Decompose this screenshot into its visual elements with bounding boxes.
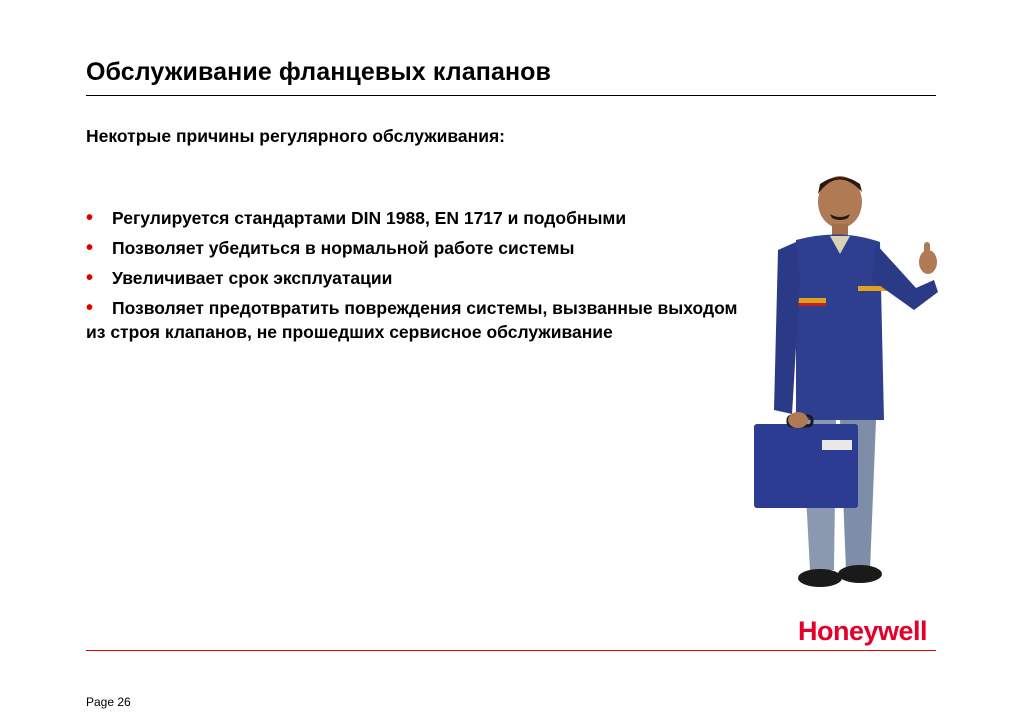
title-divider: [86, 95, 936, 96]
honeywell-logo: Honeywell: [798, 616, 928, 646]
bullet-item: [86, 206, 746, 230]
bullet-text: Позволяет предотвратить повреждения системы, вызванные выходом из строя клапанов, не прошедших сервисное обслуживание: [86, 298, 738, 342]
bullet-dot-icon: •: [86, 237, 94, 259]
bullet-dot-icon: •: [86, 267, 94, 289]
bullet-item: [86, 236, 746, 260]
bullet-text: Увеличивает срок эксплуатации: [112, 268, 393, 288]
footer-divider: [86, 650, 936, 651]
bullet-item: [86, 296, 746, 344]
page-number: Page 26: [86, 695, 131, 709]
subtitle: Некотрые причины регулярного обслуживания:: [86, 126, 505, 146]
bullet-dot-icon: •: [86, 207, 94, 229]
page-title: Обслуживание фланцевых клапанов: [86, 58, 552, 86]
bullet-item: [86, 266, 746, 290]
bullet-list: [86, 206, 746, 350]
bullet-text: Регулируется стандартами DIN 1988, EN 1717 и подобными: [112, 208, 627, 228]
bullet-dot-icon: •: [86, 297, 94, 319]
service-technician-image: [748, 170, 948, 600]
bullet-text: Позволяет убедиться в нормальной работе системы: [112, 238, 575, 258]
